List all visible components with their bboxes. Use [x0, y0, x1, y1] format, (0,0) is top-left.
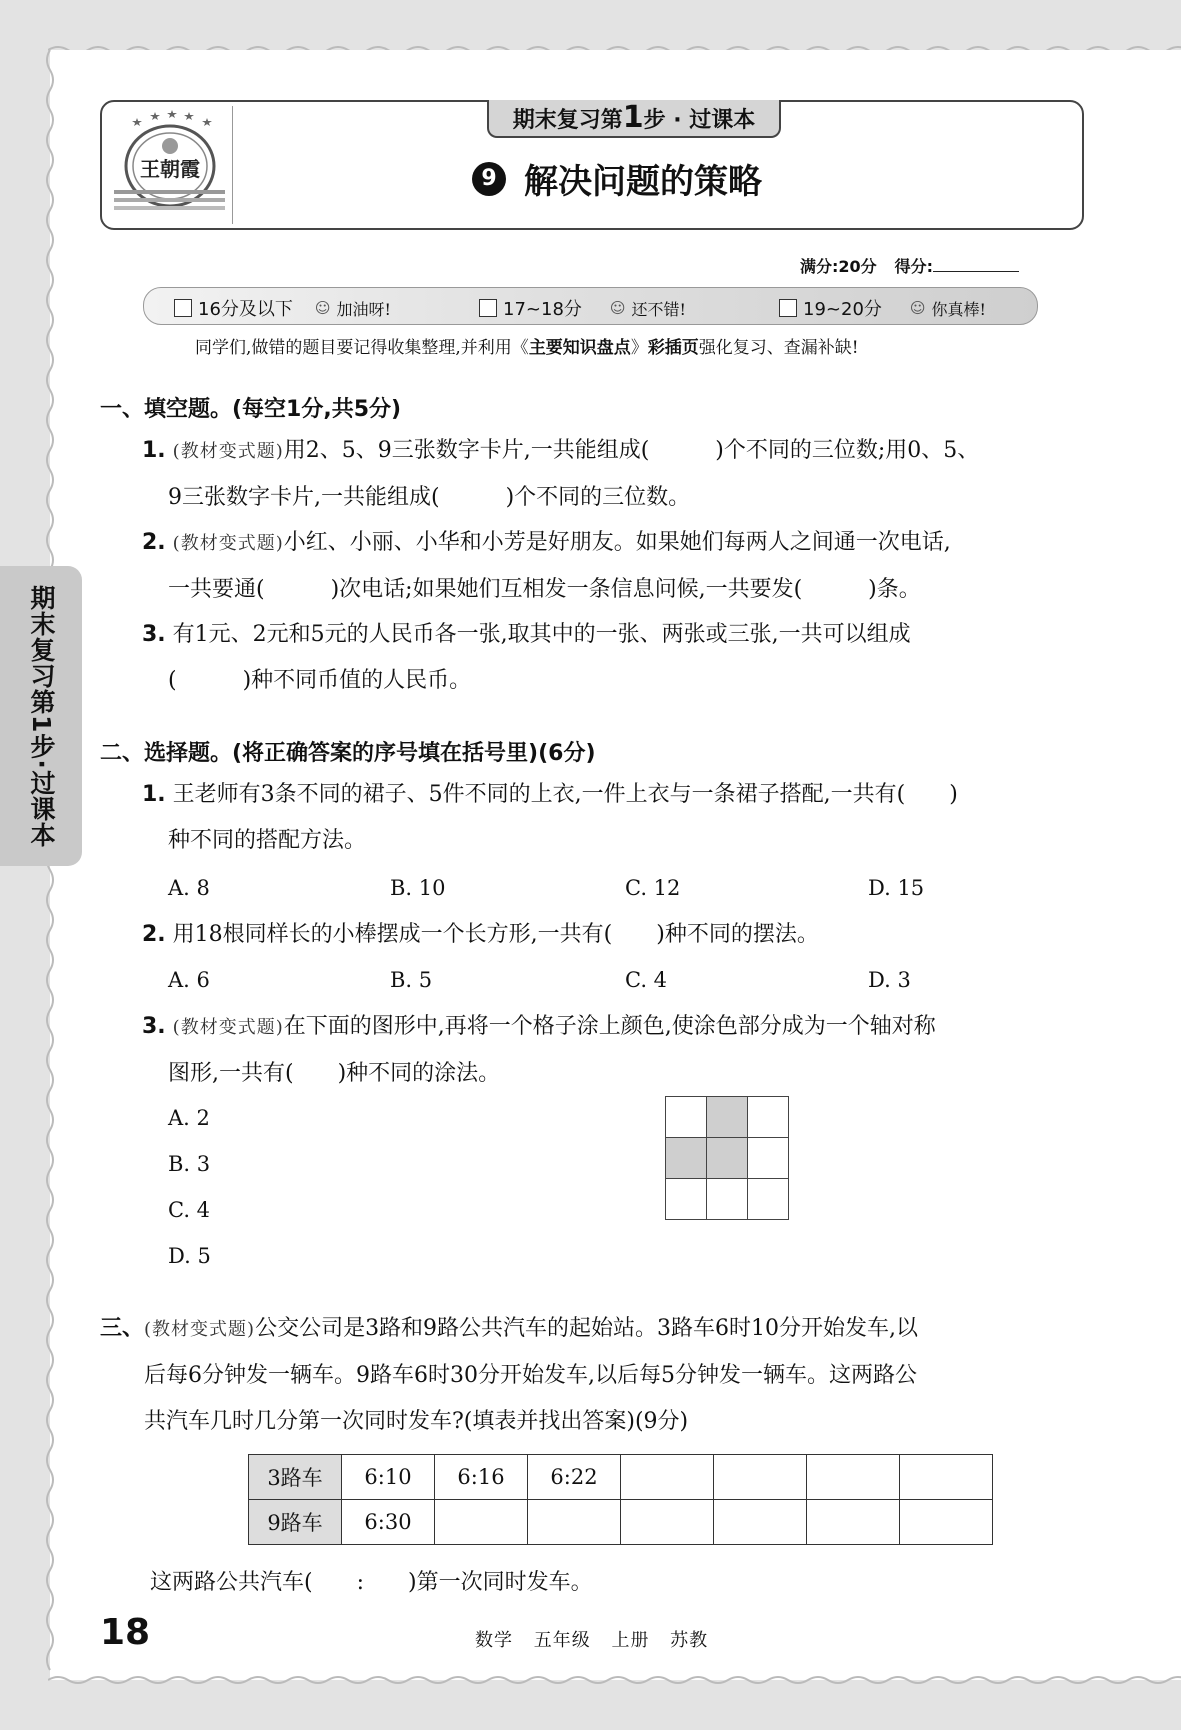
rating-message: 加油呀! [336, 299, 391, 319]
banner-prefix: 期末复习第 [512, 108, 623, 133]
section-title-multiple-choice: 二、选择题。(将正确答案的序号填在括号里)(6分) [100, 741, 596, 766]
rating-checkbox[interactable] [479, 299, 497, 317]
score-label: 得分: [894, 257, 934, 276]
cartoon-face-icon: ☺ [314, 299, 331, 317]
table-cell-blank[interactable] [807, 1500, 900, 1545]
grid-cell[interactable] [748, 1138, 789, 1179]
banner-step-number: 1 [622, 100, 644, 135]
rating-option-low[interactable] [174, 295, 391, 321]
full-score-label: 满分:20分 [800, 257, 877, 276]
table-row [249, 1500, 993, 1545]
option-d[interactable]: D. 5 [168, 1244, 211, 1268]
table-cell-blank[interactable] [900, 1455, 993, 1500]
option-d[interactable]: D. 3 [868, 968, 911, 992]
option-d[interactable]: D. 15 [868, 876, 925, 900]
question-3: 三、(教材变式题)公交公司是3路和9路公共汽车的起始站。3路车6时10分开始发车,以 后每6分钟发一辆车。9路车6时30分开始发车,以后每5分钟发一辆车。这两路公 共汽车几时几分第一次同时发车?(填表并找出答案)(9分) [100, 1316, 919, 1434]
table-cell: 3路车 [249, 1455, 342, 1500]
grid-cell[interactable] [748, 1179, 789, 1220]
table-cell-blank[interactable] [807, 1455, 900, 1500]
grid-cell[interactable] [666, 1179, 707, 1220]
option-a[interactable]: A. 2 [168, 1106, 210, 1130]
option-c[interactable]: C. 12 [625, 876, 681, 900]
page-number: 18 [100, 1612, 151, 1653]
question-2-2: 2. 用18根同样长的小棒摆成一个长方形,一共有( )种不同的摆法。 [142, 922, 819, 947]
grid-cell[interactable] [707, 1179, 748, 1220]
banner-suffix: 步 · 过课本 [643, 108, 756, 133]
page-title [472, 154, 762, 203]
title-text: 解决问题的策略 [524, 162, 762, 202]
logo-divider [232, 106, 233, 224]
table-cell-blank[interactable] [714, 1500, 807, 1545]
cartoon-face-icon: ☺ [609, 299, 626, 317]
rating-checkbox[interactable] [779, 299, 797, 317]
svg-text:王朝霞: 王朝霞 [140, 157, 200, 181]
table-row [249, 1455, 993, 1500]
table-cell-blank[interactable] [621, 1500, 714, 1545]
rating-range: 17~18分 [503, 299, 582, 320]
option-b[interactable]: B. 5 [390, 968, 433, 992]
footer-book-info: 数学 五年级 上册 苏教 [475, 1630, 709, 1651]
table-cell: 6:22 [528, 1455, 621, 1500]
table-cell-blank[interactable] [900, 1500, 993, 1545]
option-a[interactable]: A. 8 [168, 876, 210, 900]
table-cell-blank[interactable] [621, 1455, 714, 1500]
option-c[interactable]: C. 4 [168, 1198, 211, 1222]
header-box [100, 100, 1084, 230]
question-3-answer-line: 这两路公共汽车( : )第一次同时发车。 [150, 1570, 593, 1595]
option-c[interactable]: C. 4 [625, 968, 668, 992]
table-cell-blank[interactable] [714, 1455, 807, 1500]
score-blank[interactable] [933, 271, 1019, 272]
table-cell: 6:30 [342, 1500, 435, 1545]
rating-range: 16分及以下 [198, 299, 293, 320]
rating-option-high[interactable] [779, 295, 986, 321]
question-1-2: 2. (教材变式题)小红、小丽、小华和小芳是好朋友。如果她们每两人之间通一次电话, 一共要通( )次电话;如果她们互相发一条信息问候,一共要发( )条。 [142, 530, 951, 602]
table-cell-blank[interactable] [528, 1500, 621, 1545]
rating-range: 19~20分 [803, 299, 882, 320]
table-cell: 6:16 [435, 1455, 528, 1500]
sidebar-tab-label: 期末复习第1步·过课本 [27, 584, 56, 848]
score-line [800, 254, 1019, 277]
self-rating-bar [143, 287, 1038, 325]
chapter-banner [487, 100, 781, 138]
rating-option-mid[interactable] [479, 295, 686, 321]
grid-cell-shaded[interactable] [707, 1138, 748, 1179]
rating-checkbox[interactable] [174, 299, 192, 317]
title-number-badge: 9 [472, 162, 506, 196]
publisher-logo-icon [112, 110, 227, 218]
table-cell: 6:10 [342, 1455, 435, 1500]
option-a[interactable]: A. 6 [168, 968, 210, 992]
symmetry-grid-figure [665, 1096, 789, 1220]
question-1-3: 3. 有1元、2元和5元的人民币各一张,取其中的一张、两张或三张,一共可以组成 ( )种不同币值的人民币。 [142, 622, 911, 693]
bus-schedule-table [248, 1454, 993, 1545]
question-1-1: 1. (教材变式题)用2、5、9三张数字卡片,一共能组成( )个不同的三位数;用0、5、 9三张数字卡片,一共能组成( )个不同的三位数。 [142, 438, 980, 510]
question-2-3: 3. (教材变式题)在下面的图形中,再将一个格子涂上颜色,使涂色部分成为一个轴对称 图形,一共有( )种不同的涂法。 [142, 1014, 936, 1086]
grid-cell-shaded[interactable] [707, 1097, 748, 1138]
rating-message: 你真棒! [931, 299, 986, 319]
grid-cell-shaded[interactable] [666, 1138, 707, 1179]
cartoon-face-icon: ☺ [909, 299, 926, 317]
sidebar-section-tab [0, 566, 82, 866]
question-2-1: 1. 王老师有3条不同的裙子、5件不同的上衣,一件上衣与一条裙子搭配,一共有( ) 种不同的搭配方法。 [142, 782, 958, 853]
decorative-wave-bottom [48, 1674, 1181, 1686]
option-b[interactable]: B. 3 [168, 1152, 211, 1176]
grid-cell[interactable] [666, 1097, 707, 1138]
grid-cell[interactable] [748, 1097, 789, 1138]
table-cell-blank[interactable] [435, 1500, 528, 1545]
rating-message: 还不错! [631, 299, 686, 319]
table-cell: 9路车 [249, 1500, 342, 1545]
review-notice: 同学们,做错的题目要记得收集整理,并利用《主要知识盘点》彩插页强化复习、查漏补缺! [195, 338, 859, 358]
section-title-fill-blank: 一、填空题。(每空1分,共5分) [100, 397, 402, 422]
option-b[interactable]: B. 10 [390, 876, 446, 900]
